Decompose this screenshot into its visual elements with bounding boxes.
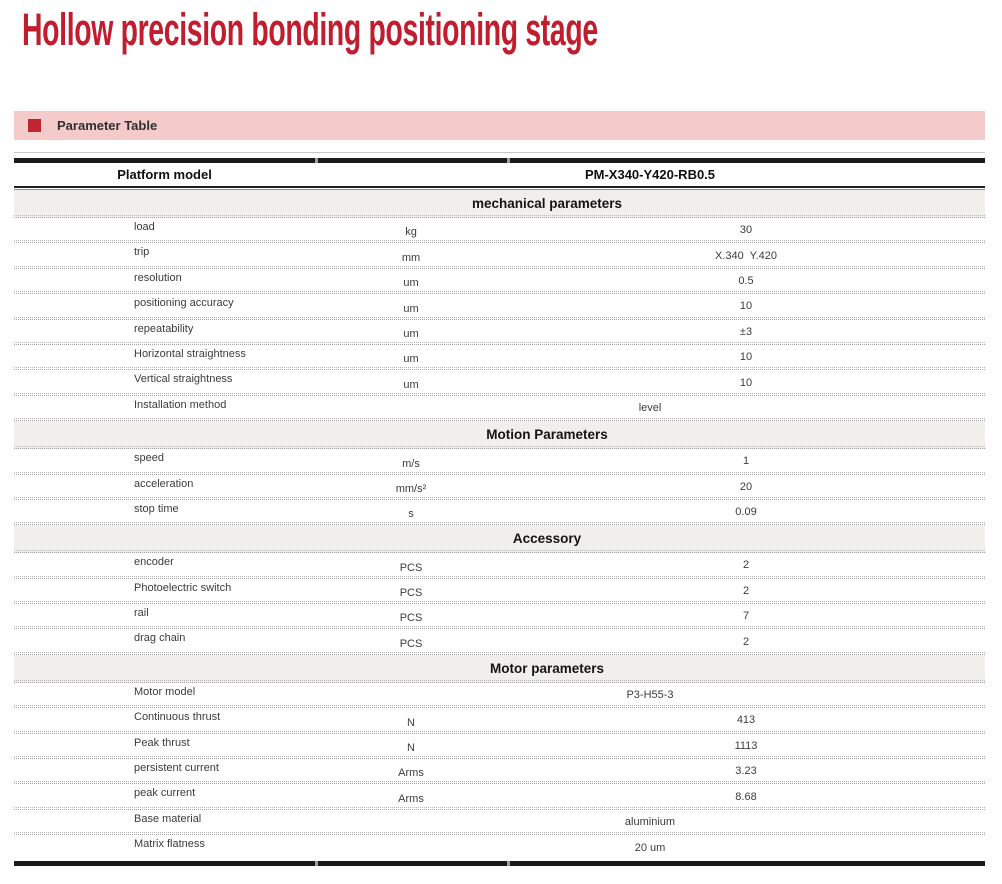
page-title: Hollow precision bonding positioning stage <box>22 4 598 56</box>
parameter-label: Installation method <box>134 398 227 411</box>
parameter-value: 30 <box>739 224 753 237</box>
parameter-unit: mm/s² <box>395 482 427 495</box>
parameter-label: encoder <box>134 556 174 569</box>
parameter-unit: Arms <box>398 792 424 805</box>
table-row <box>14 396 985 421</box>
parameter-label: load <box>134 221 155 233</box>
parameter-value: 3.23 <box>735 765 757 778</box>
table-row <box>14 320 985 345</box>
parameter-unit: PCS <box>399 612 423 625</box>
section-header-row: Motion Parameters <box>14 421 985 449</box>
parameter-value: 10 <box>739 300 753 313</box>
header-model-value: PM-X340-Y420-RB0.5 <box>584 167 716 182</box>
table-row <box>14 553 985 578</box>
parameter-label: Photoelectric switch <box>134 581 232 594</box>
parameter-value: 1113 <box>734 739 758 752</box>
parameter-label: Continuous thrust <box>134 711 221 724</box>
parameter-label: Horizontal straightness <box>134 347 246 360</box>
parameter-unit: PCS <box>399 637 423 650</box>
banner-label: Parameter Table <box>57 118 158 133</box>
table-row <box>14 500 985 525</box>
parameter-table <box>14 152 985 866</box>
parameter-unit: PCS <box>399 587 423 600</box>
parameter-label: Base material <box>134 812 202 825</box>
parameter-value-merged: level <box>638 401 662 414</box>
parameter-label: Peak thrust <box>134 736 190 749</box>
table-row <box>14 370 985 395</box>
parameter-label: drag chain <box>134 632 186 645</box>
table-row <box>14 449 985 474</box>
parameter-value: ±3 <box>739 325 753 338</box>
parameter-unit: um <box>403 353 419 366</box>
parameter-label: Matrix flatness <box>134 838 205 851</box>
parameter-table-banner <box>14 111 985 140</box>
parameter-value: 2 <box>742 635 750 648</box>
parameter-label: repeatability <box>134 322 194 335</box>
parameter-value: 20 <box>739 480 753 493</box>
parameter-value-merged: P3-H55-3 <box>626 689 674 702</box>
section-header-row: mechanical parameters <box>14 190 985 218</box>
table-row <box>14 629 985 654</box>
parameter-unit: s <box>408 508 414 521</box>
column-divider-mark <box>507 861 510 866</box>
parameter-label: speed <box>134 452 164 465</box>
table-row <box>14 218 985 243</box>
table-row <box>14 269 985 294</box>
section-header-row: Motor parameters <box>14 655 985 683</box>
parameter-unit: PCS <box>399 561 423 574</box>
parameter-label: peak current <box>134 787 196 800</box>
parameter-unit: um <box>403 302 419 315</box>
parameter-value: 2 <box>742 559 750 572</box>
parameter-unit: m/s <box>402 457 420 470</box>
parameter-label: resolution <box>134 271 182 284</box>
parameter-unit: mm <box>401 251 421 264</box>
table-row <box>14 683 985 708</box>
table-row <box>14 345 985 370</box>
parameter-label: trip <box>134 246 150 259</box>
parameter-unit: um <box>403 327 419 340</box>
parameter-label: stop time <box>134 502 179 515</box>
parameter-value: 0.09 <box>735 506 757 519</box>
parameter-label: persistent current <box>134 762 219 775</box>
table-row <box>14 734 985 759</box>
parameter-value: 7 <box>742 610 750 623</box>
table-row <box>14 810 985 835</box>
parameter-unit: N <box>407 716 415 729</box>
table-row <box>14 294 985 319</box>
parameter-unit: kg <box>405 226 417 239</box>
table-row <box>14 835 985 860</box>
parameter-value: 10 <box>739 351 753 364</box>
column-divider-mark <box>315 158 318 163</box>
parameter-label: acceleration <box>134 477 194 490</box>
table-row <box>14 579 985 604</box>
section-header-row: Accessory <box>14 525 985 553</box>
parameter-label: Vertical straightness <box>134 373 233 386</box>
parameter-value: 2 <box>742 584 750 597</box>
parameter-value: 8.68 <box>735 790 757 803</box>
table-row <box>14 475 985 500</box>
red-square-bullet-icon <box>28 119 41 132</box>
column-divider-mark <box>507 158 510 163</box>
parameter-label: rail <box>134 607 149 620</box>
parameter-value: X.340 Y.420 <box>715 249 777 262</box>
parameter-value-merged: 20 um <box>634 841 666 854</box>
table-row <box>14 604 985 629</box>
table-row <box>14 243 985 268</box>
table-row <box>14 708 985 733</box>
parameter-unit: N <box>407 742 415 755</box>
parameter-unit: um <box>403 277 419 290</box>
parameter-label: positioning accuracy <box>134 297 234 310</box>
parameter-unit: um <box>403 378 419 391</box>
parameter-value: 10 <box>739 376 753 389</box>
table-top-border <box>14 158 985 163</box>
table-header-row <box>14 163 985 186</box>
column-divider-mark <box>315 861 318 866</box>
parameter-value: 0.5 <box>738 274 754 287</box>
table-body <box>14 190 985 861</box>
parameter-value: 413 <box>736 714 756 727</box>
parameter-unit: Arms <box>398 767 424 780</box>
parameter-label: Motor model <box>134 685 196 698</box>
table-row <box>14 784 985 809</box>
table-bottom-border <box>14 861 985 866</box>
parameter-value-merged: aluminium <box>624 816 676 828</box>
parameter-value: 1 <box>742 455 750 468</box>
table-row <box>14 759 985 784</box>
header-platform-model-label: Platform model <box>117 167 212 182</box>
